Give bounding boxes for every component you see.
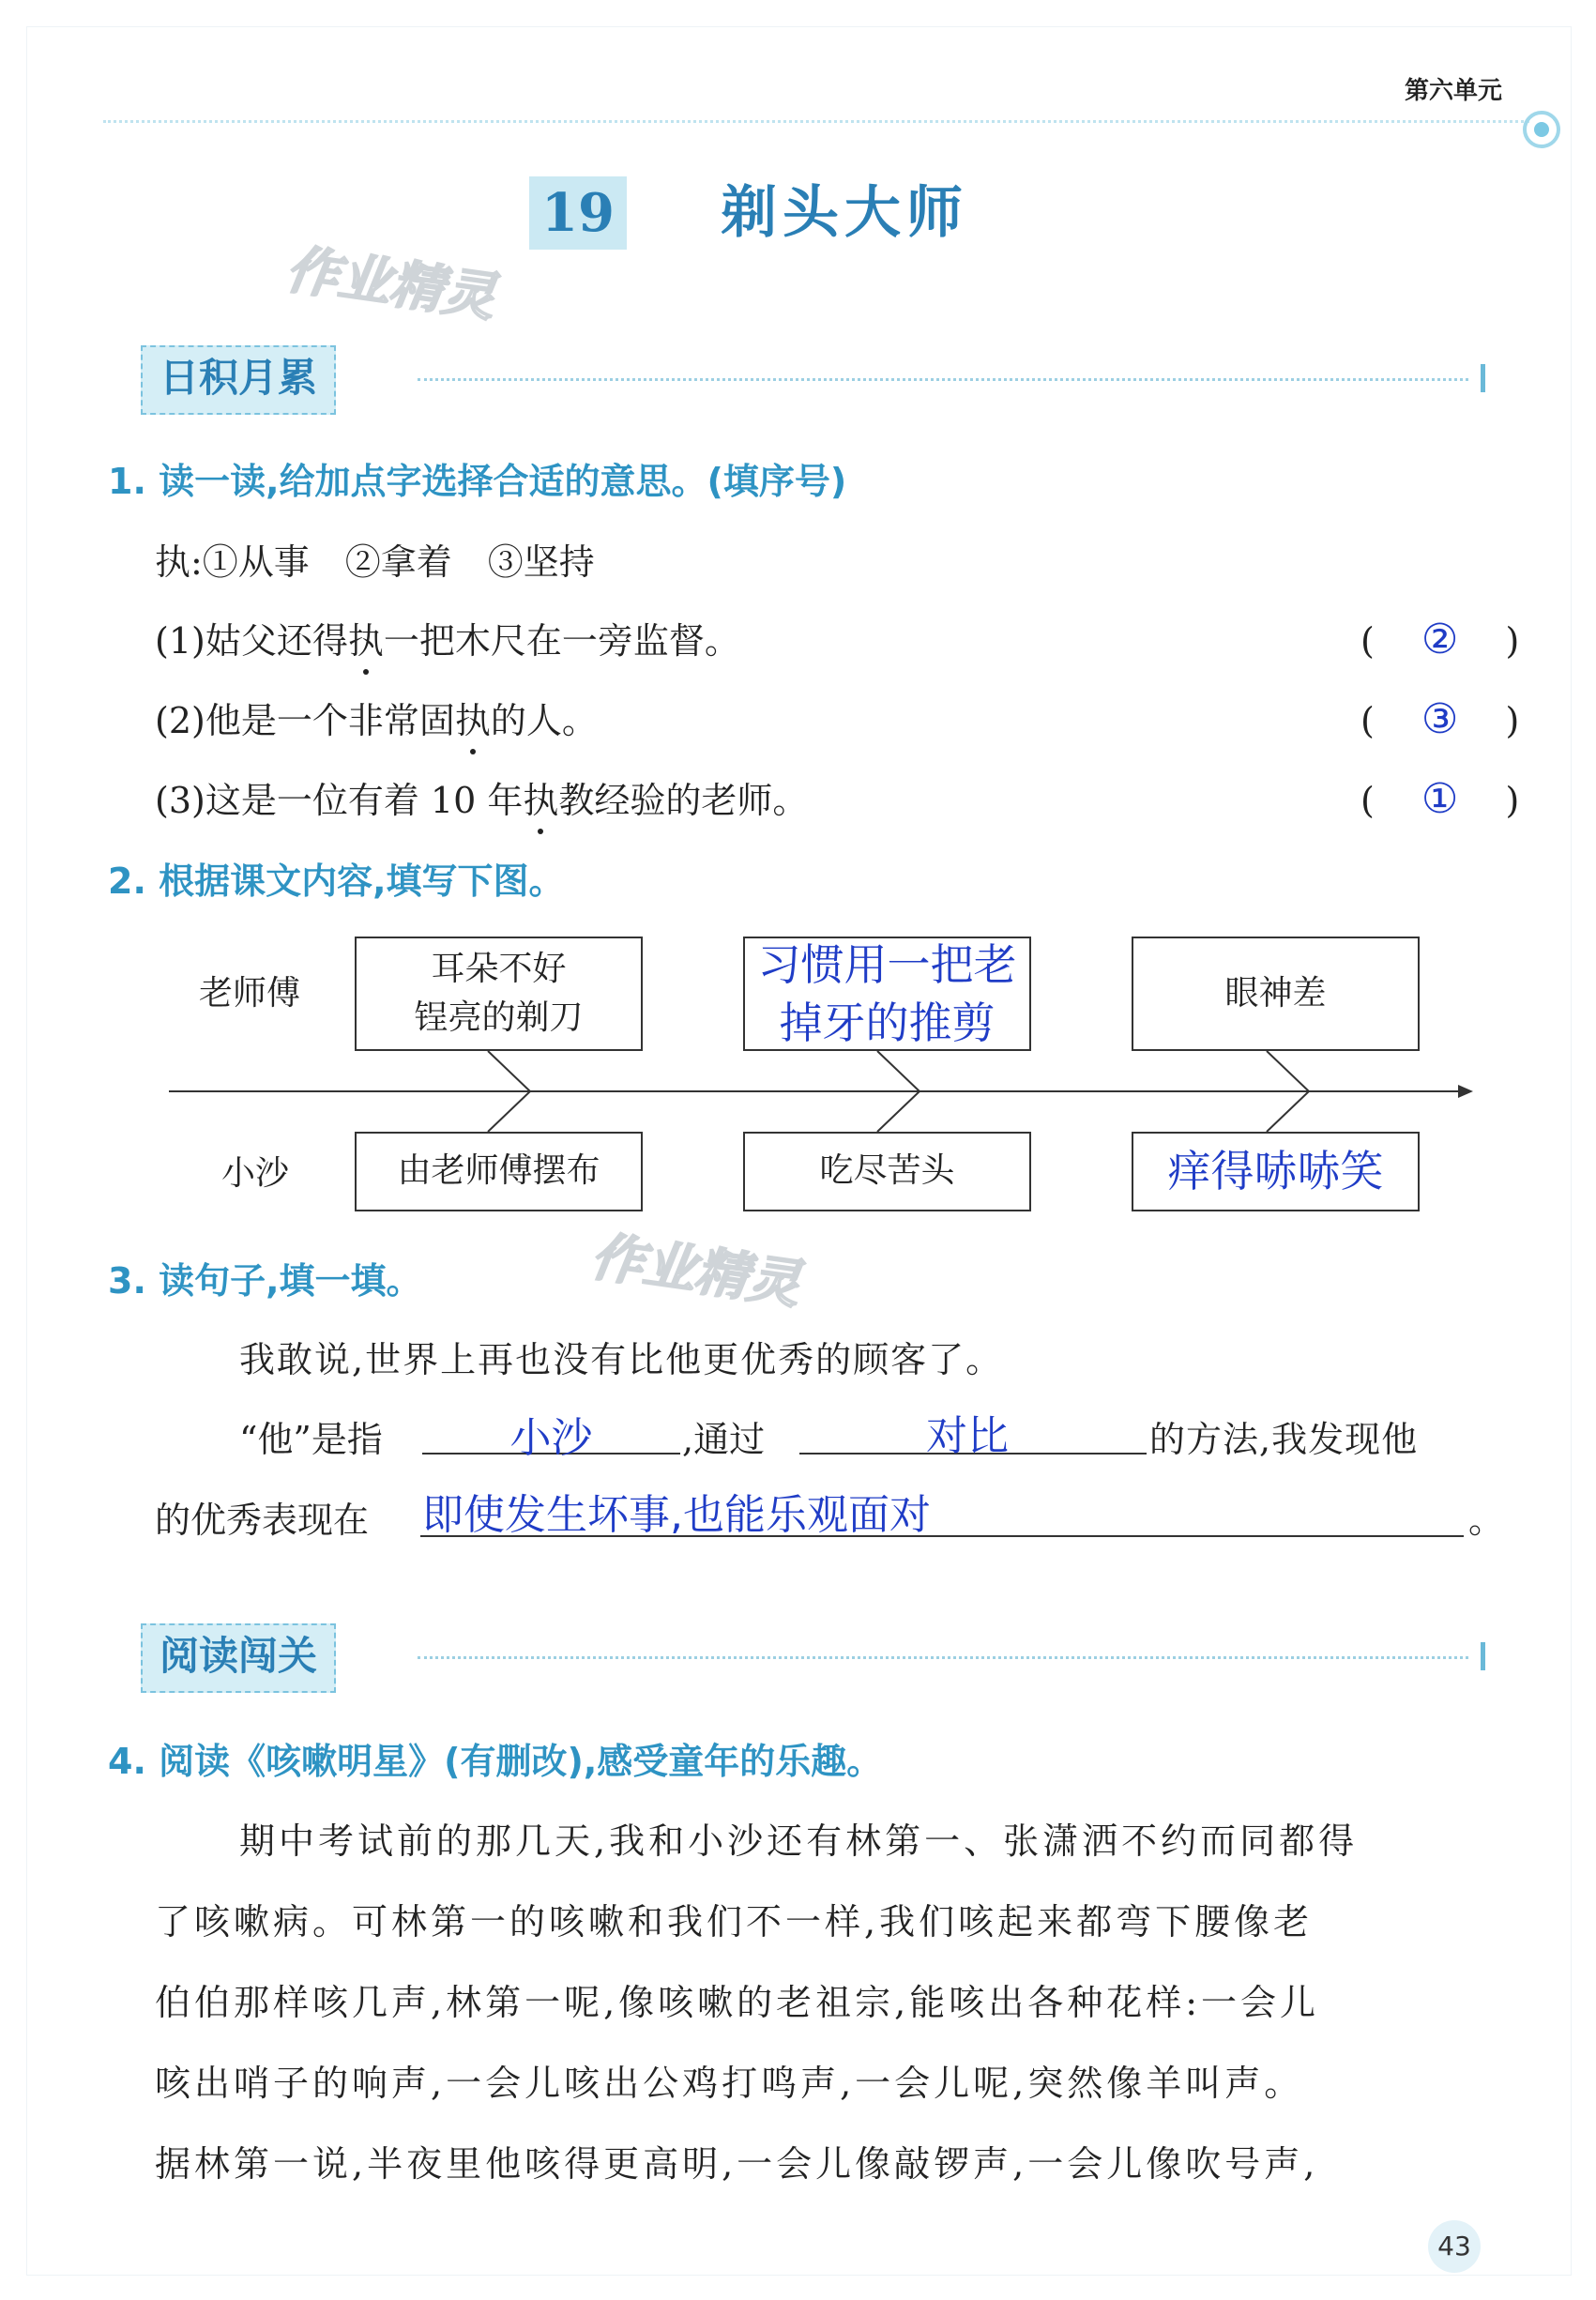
- unit-label: 第六单元: [1404, 77, 1502, 105]
- arrowhead: [1458, 1085, 1473, 1098]
- handwritten-answer: 即使发生坏事,也能乐观面对: [422, 1491, 931, 1539]
- q3-period: 。: [1468, 1500, 1505, 1541]
- answer-parens: ( ② ): [1360, 616, 1520, 663]
- q1-item-text: 教经验的老师。: [558, 780, 809, 821]
- handwritten-answer: ③: [1421, 695, 1459, 743]
- q3-prompt: “他”是指: [239, 1419, 383, 1460]
- dotted-char: 执: [523, 780, 558, 821]
- section-divider-end: [1481, 1642, 1485, 1670]
- q1-item-text: (1)姑父还得: [155, 620, 348, 662]
- q3-prompt: 的方法,我发现他: [1149, 1419, 1419, 1460]
- passage-line: 期中考试前的那几天,我和小沙还有林第一、张潇洒不约而同都得: [239, 1820, 1359, 1862]
- passage-line: 据林第一说,半夜里他咳得更高明,一会儿像敲锣声,一会儿像吹号声,: [155, 2143, 1319, 2185]
- handwritten-answer: ②: [1421, 616, 1459, 663]
- q1-item-text: 的人。: [490, 700, 598, 741]
- passage-line: 咳出哨子的响声,一会儿咳出公鸡打鸣声,一会儿呢,突然像羊叫声。: [155, 2063, 1304, 2104]
- diagram-box-bottom-1: 由老师傅摆布: [355, 1132, 643, 1211]
- q1-item-text: (3)这是一位有着 10 年: [155, 780, 524, 821]
- page-number: 43: [1428, 2220, 1481, 2273]
- watermark-logo: 作业精灵: [586, 1226, 804, 1317]
- diagram-box-top-3: 眼神差: [1132, 937, 1420, 1051]
- section-heading-daily: 日积月累: [141, 345, 336, 415]
- lesson-title: 剃头大师: [721, 180, 968, 246]
- section-heading-reading: 阅读闯关: [141, 1623, 336, 1693]
- answer-parens: ( ① ): [1360, 775, 1520, 823]
- diagram-row-label-bottom: 小沙: [221, 1154, 290, 1193]
- q3-prompt: ,通过: [682, 1419, 766, 1460]
- q3-blank-1: [422, 1404, 680, 1462]
- watermark-logo: 作业精灵: [281, 238, 499, 329]
- handwritten-answer: ①: [1421, 775, 1459, 823]
- answer-parens: ( ③ ): [1360, 695, 1520, 743]
- q3-prompt: 的优秀表现在: [155, 1500, 370, 1541]
- diagram-box-top-2: 习惯用一把老 掉牙的推剪: [743, 937, 1031, 1051]
- q3-blank-2: [799, 1404, 1147, 1460]
- q3-sentence: 我敢说,世界上再也没有比他更优秀的顾客了。: [239, 1339, 1004, 1380]
- handwritten-answer: 对比: [926, 1412, 1009, 1460]
- diagram-box-bottom-3: 痒得哧哧笑: [1132, 1132, 1420, 1211]
- dotted-char: 执: [348, 620, 384, 662]
- diagram-row-label-top: 老师傅: [199, 974, 301, 1013]
- section-divider: [418, 1656, 1468, 1659]
- question-4-title: 4. 阅读《咳嗽明星》(有删改),感受童年的乐趣。: [108, 1741, 883, 1782]
- q1-options: 执:①从事 ②拿着 ③坚持: [155, 541, 595, 583]
- handwritten-answer: 小沙: [509, 1414, 593, 1462]
- diagram-box-top-1: 耳朵不好 锃亮的剃刀: [355, 937, 643, 1051]
- question-1-title: 1. 读一读,给加点字选择合适的意思。(填序号): [108, 461, 847, 502]
- q1-item-text: (2)他是一个非常固: [155, 700, 455, 741]
- question-2-title: 2. 根据课文内容,填写下图。: [108, 861, 565, 902]
- lesson-number: 19: [529, 176, 627, 250]
- question-3-title: 3. 读句子,填一填。: [108, 1260, 422, 1302]
- q1-item-text: 一把木尺在一旁监督。: [383, 620, 740, 662]
- passage-line: 了咳嗽病。可林第一的咳嗽和我们不一样,我们咳起来都弯下腰像老: [155, 1901, 1314, 1942]
- diagram-box-bottom-2: 吃尽苦头: [743, 1132, 1031, 1211]
- q3-blank-3: [420, 1483, 1464, 1537]
- dotted-char: 执: [455, 700, 491, 741]
- passage-line: 伯伯那样咳几声,林第一呢,像咳嗽的老祖宗,能咳出各种花样:一会儿: [155, 1982, 1320, 2023]
